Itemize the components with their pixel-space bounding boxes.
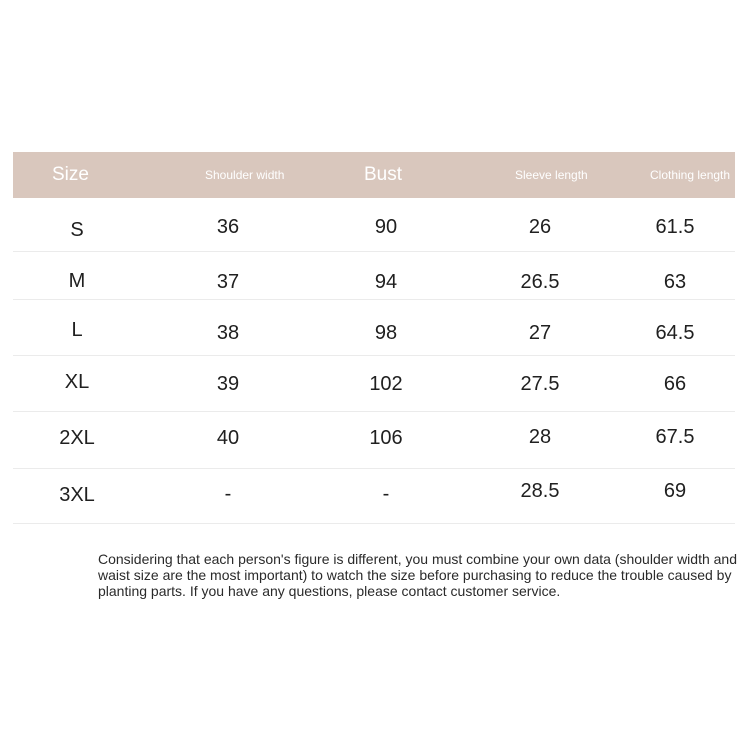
- cell-shoulder-width: 36: [216, 216, 240, 238]
- cell-shoulder-width: -: [224, 483, 232, 505]
- header-clothing-length: Clothing length: [650, 168, 731, 182]
- cell-shoulder-width: 38: [216, 322, 240, 344]
- cell-shoulder-width: 39: [216, 373, 240, 395]
- header-shoulder-width: Shoulder width: [205, 168, 285, 182]
- cell-sleeve-length: 28: [528, 426, 552, 448]
- table-row: [13, 300, 735, 356]
- cell-bust: 102: [369, 373, 403, 395]
- table-row: [13, 356, 735, 412]
- size-chart-table: [13, 152, 735, 524]
- cell-size: M: [68, 270, 86, 292]
- cell-bust: 106: [369, 427, 403, 449]
- cell-size: XL: [64, 371, 90, 393]
- cell-sleeve-length: 27: [528, 322, 552, 344]
- table-row: [13, 469, 735, 524]
- cell-bust: 98: [374, 322, 398, 344]
- cell-clothing-length: 61.5: [655, 216, 695, 238]
- cell-sleeve-length: 27.5: [520, 373, 560, 395]
- table-row: [13, 412, 735, 469]
- header-size: Size: [52, 164, 89, 185]
- cell-clothing-length: 66: [663, 373, 687, 395]
- cell-bust: -: [382, 483, 390, 505]
- cell-clothing-length: 64.5: [655, 322, 695, 344]
- table-row: [13, 198, 735, 252]
- cell-clothing-length: 63: [663, 271, 687, 293]
- cell-bust: 94: [374, 271, 398, 293]
- cell-sleeve-length: 26.5: [520, 271, 560, 293]
- cell-bust: 90: [374, 216, 398, 238]
- cell-sleeve-length: 28.5: [520, 480, 560, 502]
- cell-size: S: [70, 219, 84, 241]
- size-advice-note: Considering that each person's figure is different, you must combine your own data (shoulder width and waist size are the most important) to watch the size before purchasing to reduce the trouble caused by planting parts. If you have any questions, please contact customer service.: [98, 551, 737, 599]
- cell-shoulder-width: 37: [216, 271, 240, 293]
- cell-clothing-length: 67.5: [655, 426, 695, 448]
- table-row: [13, 252, 735, 300]
- cell-size: L: [71, 319, 83, 341]
- cell-clothing-length: 69: [663, 480, 687, 502]
- cell-size: 3XL: [59, 484, 95, 506]
- header-sleeve-length: Sleeve length: [515, 168, 588, 182]
- table-header-row: [13, 152, 735, 198]
- cell-shoulder-width: 40: [216, 427, 240, 449]
- header-bust: Bust: [364, 164, 403, 185]
- cell-sleeve-length: 26: [528, 216, 552, 238]
- cell-size: 2XL: [59, 427, 95, 449]
